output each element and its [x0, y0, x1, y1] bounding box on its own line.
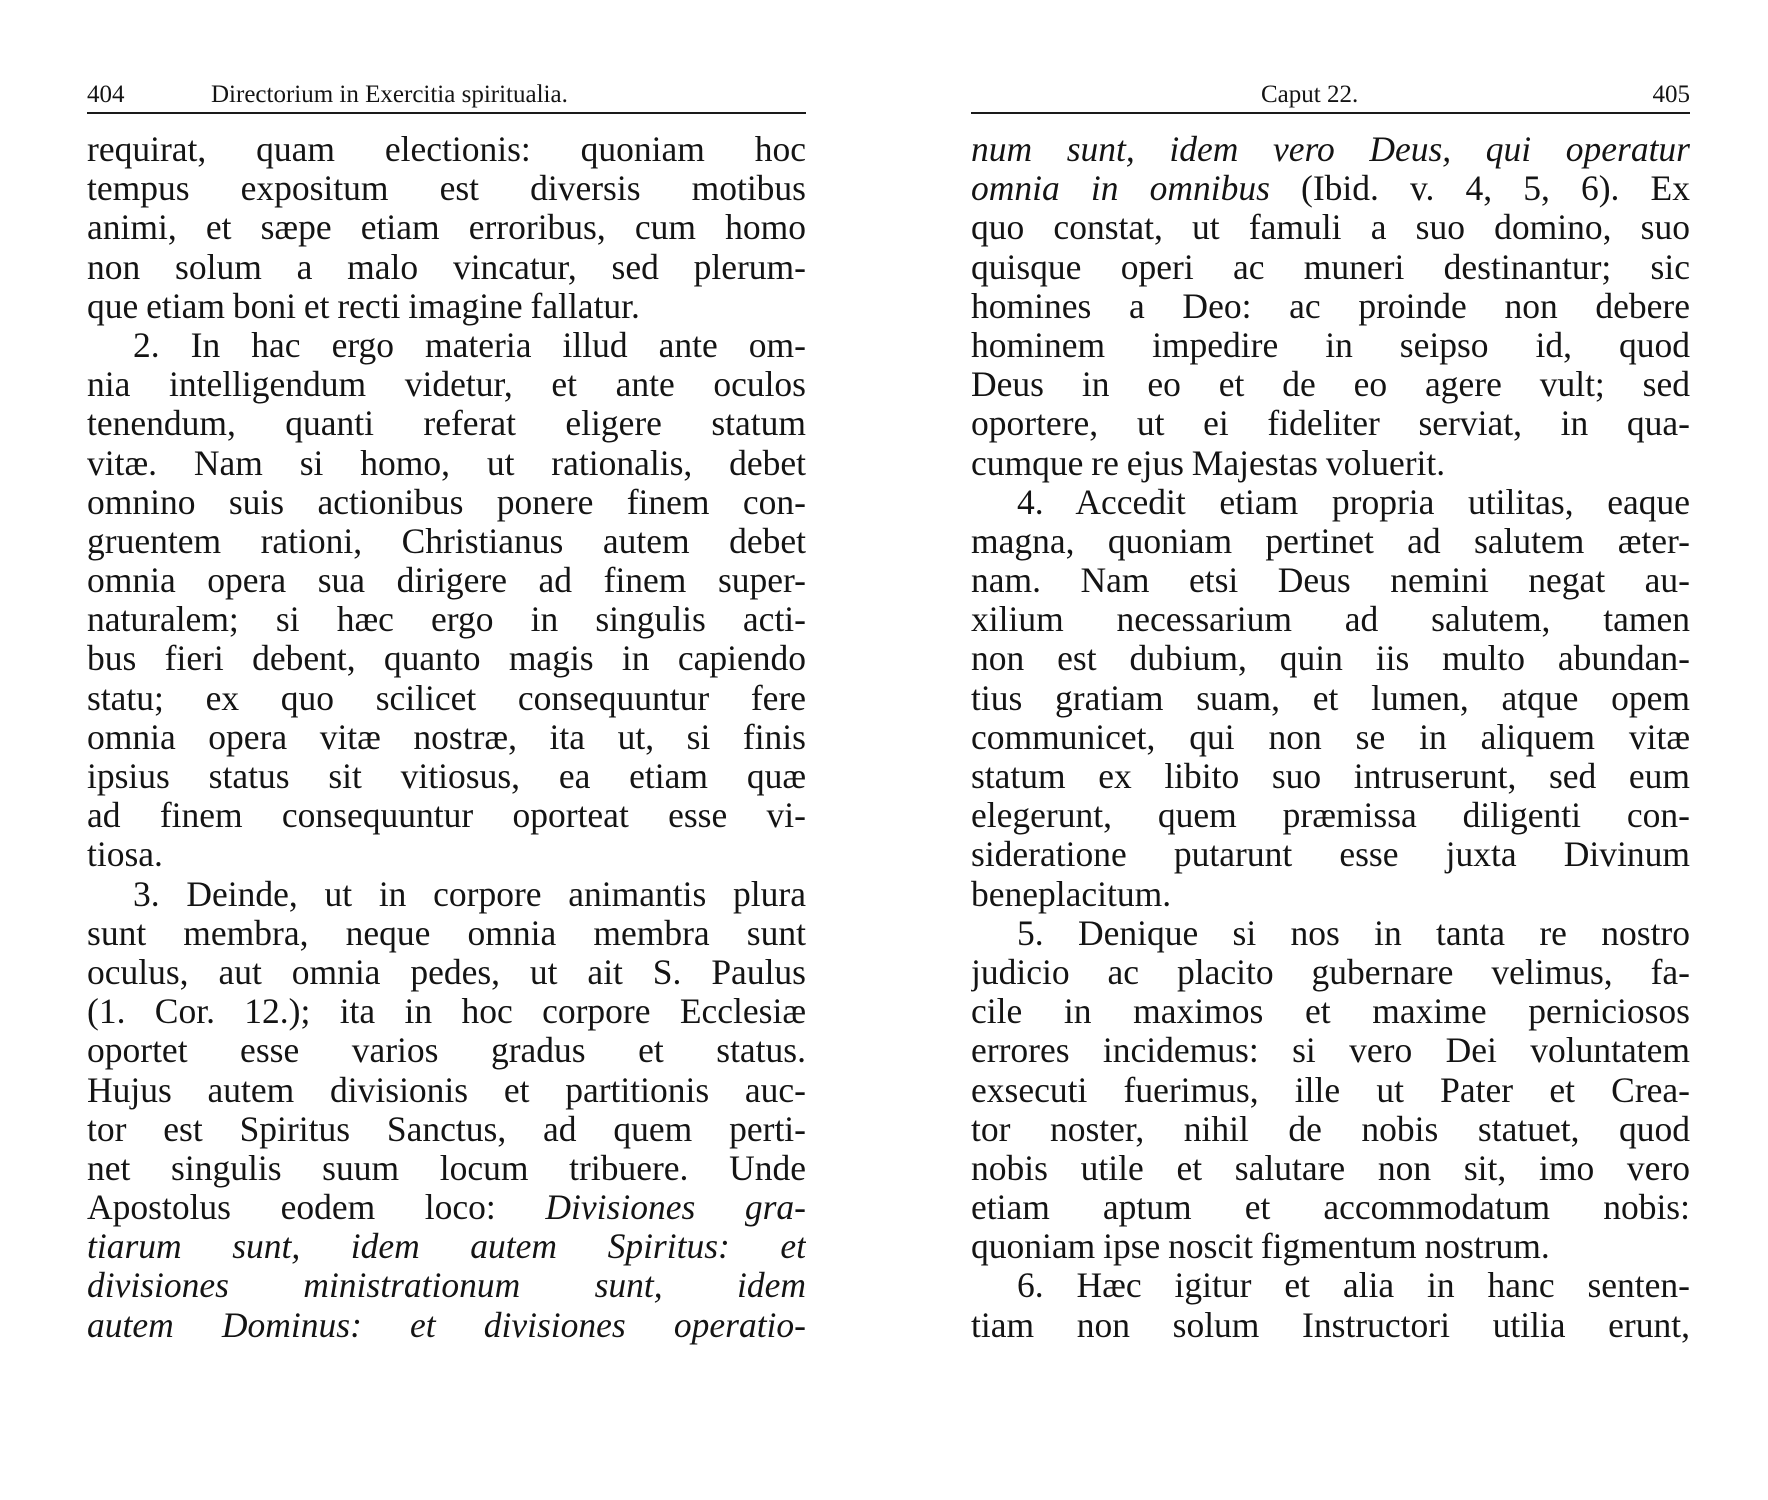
text-line	[971, 639, 1690, 678]
text-line	[971, 796, 1690, 835]
line-text: homines a Deo: ac proinde non debere	[971, 286, 1690, 326]
text-line	[971, 835, 1690, 874]
italic-text: autem Dominus: et divisiones operatio-	[87, 1305, 806, 1345]
body-text	[87, 130, 806, 1345]
text-line	[87, 130, 806, 169]
text-line	[87, 522, 806, 561]
text-line	[971, 679, 1690, 718]
text-line	[971, 169, 1690, 208]
text-line	[971, 248, 1690, 287]
text-line	[971, 1149, 1690, 1188]
line-text: (Ibid. v. 4, 5, 6). Ex	[1269, 169, 1690, 209]
italic-text: divisiones ministrationum sunt, idem	[87, 1266, 806, 1306]
line-text: (1. Cor. 12.); ita in hoc corpore Ecclesiæ	[87, 992, 806, 1032]
text-line	[971, 1110, 1690, 1149]
italic-text: tiarum sunt, idem autem Spiritus: et	[87, 1227, 806, 1267]
text-line	[971, 483, 1690, 522]
italic-text: num sunt, idem vero Deus, qui operatur	[971, 130, 1690, 169]
text-line	[87, 835, 806, 874]
italic-text: omnia in omnibus	[971, 169, 1270, 209]
text-line	[971, 1188, 1690, 1227]
text-line	[87, 248, 806, 287]
text-line	[971, 287, 1690, 326]
line-text: exsecuti fuerimus, ille ut Pater et Crea-	[971, 1070, 1690, 1110]
line-text: omnia opera vitæ nostræ, ita ut, si finis	[87, 717, 806, 757]
text-line	[87, 875, 806, 914]
text-line	[87, 365, 806, 404]
text-line	[87, 1227, 806, 1266]
text-line	[87, 1031, 806, 1070]
running-title: Caput 22.	[1261, 81, 1359, 108]
text-line	[87, 1306, 806, 1345]
line-text: non est dubium, quin iis multo abundan-	[971, 639, 1690, 679]
text-line	[87, 992, 806, 1031]
line-text: vitæ. Nam si homo, ut rationalis, debet	[87, 443, 806, 483]
text-line	[87, 208, 806, 247]
line-text: animi, et sæpe etiam erroribus, cum homo	[87, 208, 806, 248]
line-text: etiam aptum et accommodatum nobis:	[971, 1188, 1690, 1228]
text-line	[971, 600, 1690, 639]
line-text: elegerunt, quem præmissa diligenti con-	[971, 796, 1690, 836]
line-text: ad finem consequuntur oporteat esse vi-	[87, 796, 806, 836]
running-head	[971, 78, 1690, 114]
line-text: 3. Deinde, ut in corpore animantis plura	[133, 874, 806, 914]
text-line	[87, 639, 806, 678]
text-line	[87, 1071, 806, 1110]
italic-text: Divisiones gra-	[545, 1188, 806, 1228]
text-line	[87, 796, 806, 835]
line-text: tenendum, quanti referat eligere statum	[87, 404, 806, 444]
text-line	[87, 444, 806, 483]
text-line	[971, 561, 1690, 600]
text-line	[971, 1227, 1690, 1266]
right-page	[971, 78, 1690, 1345]
text-line	[971, 208, 1690, 247]
text-line	[971, 130, 1690, 169]
line-text: requirat, quam electionis: quoniam hoc	[87, 130, 806, 169]
text-line	[87, 679, 806, 718]
line-text: xilium necessarium ad salutem, tamen	[971, 600, 1690, 640]
line-text: statum ex libito suo intruserunt, sed eum	[971, 757, 1690, 796]
line-text: tiam non solum Instructori utilia erunt,	[971, 1305, 1690, 1345]
text-line	[87, 1266, 806, 1305]
line-text: ipsius status sit vitiosus, ea etiam quæ	[87, 757, 806, 796]
line-text: magna, quoniam pertinet ad salutem æter-	[971, 521, 1690, 561]
text-line	[87, 561, 806, 600]
line-text: gruentem rationi, Christianus autem debet	[87, 521, 806, 561]
line-text: oculus, aut omnia pedes, ut ait S. Paulus	[87, 952, 806, 992]
text-line	[87, 326, 806, 365]
text-line	[971, 326, 1690, 365]
line-text: 6. Hæc igitur et alia in hanc senten-	[1017, 1266, 1690, 1306]
line-text: errores incidemus: si vero Dei voluntatem	[971, 1031, 1690, 1071]
text-line	[971, 1071, 1690, 1110]
line-text: communicet, qui non se in aliquem vitæ	[971, 717, 1690, 757]
text-line	[87, 1188, 806, 1227]
line-text: sunt membra, neque omnia membra sunt	[87, 913, 806, 953]
body-text	[971, 130, 1690, 1345]
text-line	[971, 1031, 1690, 1070]
text-line	[971, 914, 1690, 953]
text-line	[971, 875, 1690, 914]
line-text: cile in maximos et maxime perniciosos	[971, 992, 1690, 1032]
line-text: Hujus autem divisionis et partitionis auc-	[87, 1070, 806, 1110]
text-line	[971, 757, 1690, 796]
text-line	[87, 287, 806, 326]
line-text: Apostolus eodem loco:	[87, 1188, 546, 1228]
line-text: tempus expositum est diversis motibus	[87, 169, 806, 209]
line-text: tiosa.	[87, 835, 163, 875]
left-page	[87, 78, 806, 1345]
line-text: sideratione putarunt esse juxta Divinum	[971, 835, 1690, 875]
line-text: bus fieri debent, quanto magis in capiendo	[87, 639, 806, 679]
text-line	[87, 1110, 806, 1149]
line-text: quo constat, ut famuli a suo domino, suo	[971, 208, 1690, 248]
line-text: oportere, ut ei fideliter serviat, in qua-	[971, 404, 1690, 444]
line-text: nobis utile et salutare non sit, imo vero	[971, 1148, 1690, 1188]
text-line	[87, 718, 806, 757]
line-text: omnino suis actionibus ponere finem con-	[87, 482, 806, 522]
text-line	[971, 522, 1690, 561]
line-text: 4. Accedit etiam propria utilitas, eaque	[1017, 482, 1690, 522]
text-line	[87, 1149, 806, 1188]
line-text: tius gratiam suam, et lumen, atque opem	[971, 678, 1690, 718]
running-title: Directorium in Exercitia spiritualia.	[211, 81, 568, 108]
text-line	[971, 953, 1690, 992]
line-text: cumque re ejus Majestas voluerit.	[971, 443, 1446, 483]
text-line	[971, 444, 1690, 483]
text-line	[87, 600, 806, 639]
page-number: 405	[1652, 81, 1690, 108]
line-text: oportet esse varios gradus et status.	[87, 1031, 806, 1071]
line-text: 2. In hac ergo materia illud ante om-	[133, 325, 806, 365]
line-text: quisque operi ac muneri destinantur; sic	[971, 247, 1690, 287]
text-line	[87, 169, 806, 208]
text-line	[87, 483, 806, 522]
line-text: tor est Spiritus Sanctus, ad quem perti-	[87, 1109, 806, 1149]
running-head	[87, 78, 806, 114]
text-line	[971, 718, 1690, 757]
line-text: statu; ex quo scilicet consequuntur fere	[87, 678, 806, 718]
text-line	[971, 1266, 1690, 1305]
text-line	[971, 992, 1690, 1031]
text-line	[971, 404, 1690, 443]
page-number: 404	[87, 81, 125, 108]
line-text: que etiam boni et recti imagine fallatur.	[87, 286, 640, 326]
line-text: beneplacitum.	[971, 874, 1172, 914]
line-text: nia intelligendum videtur, et ante oculos	[87, 365, 806, 405]
text-line	[87, 914, 806, 953]
text-line	[87, 953, 806, 992]
line-text: 5. Denique si nos in tanta re nostro	[1017, 913, 1690, 953]
text-line	[971, 365, 1690, 404]
line-text: judicio ac placito gubernare velimus, fa-	[971, 952, 1690, 992]
text-line	[87, 404, 806, 443]
text-line	[971, 1306, 1690, 1345]
line-text: naturalem; si hæc ergo in singulis acti-	[87, 600, 806, 640]
line-text: tor noster, nihil de nobis statuet, quod	[971, 1109, 1690, 1149]
line-text: omnia opera sua dirigere ad finem super-	[87, 561, 806, 601]
line-text: quoniam ipse noscit figmentum nostrum.	[971, 1227, 1550, 1267]
line-text: hominem impedire in seipso id, quod	[971, 325, 1690, 365]
line-text: nam. Nam etsi Deus nemini negat au-	[971, 561, 1690, 601]
text-line	[87, 757, 806, 796]
line-text: net singulis suum locum tribuere. Unde	[87, 1148, 806, 1188]
line-text: Deus in eo et de eo agere vult; sed	[971, 365, 1690, 405]
line-text: non solum a malo vincatur, sed plerum-	[87, 247, 806, 287]
